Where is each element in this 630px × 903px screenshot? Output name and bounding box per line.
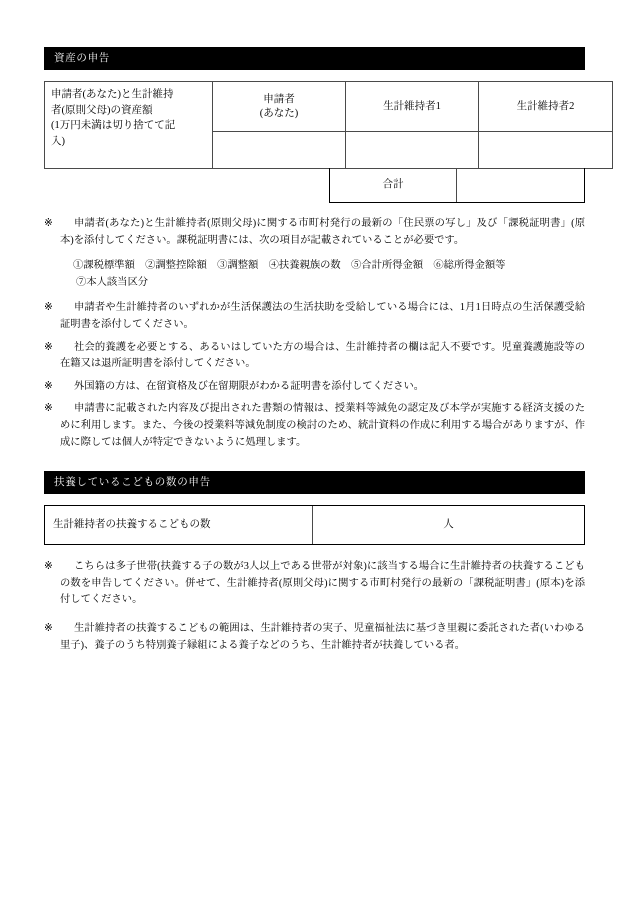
note-item <box>44 401 585 451</box>
note-marker-icon: ※ <box>44 622 53 634</box>
note-text: 申請書に記載された内容及び提出された書類の情報は、授業料等減免の認定及び本学が実施する経済支援のために利用します。また、今後の授業料等減免制度の検討のため、統計資料の作成に利用する場合がありますが、作成に際しては個人が特定できないように処理します。 <box>60 403 585 448</box>
note-marker-icon: ※ <box>44 561 53 573</box>
note-item <box>44 340 585 373</box>
note-text: こちらは多子世帯(扶養する子の数が3人以上である世帯が対象)に該当する場合に生計維持者の扶養するこどもの数を申告してください。併せて、生計維持者(原則父母)に関する市町村発行の最新の「課税証明書」(原本)を添付してください。 <box>60 561 585 606</box>
asset-row-label-line-1: 申請者(あなた)と生計維持 <box>51 89 174 100</box>
column-header-applicant-line-2: (あなた) <box>259 108 299 119</box>
children-count-unit[interactable]: 人 <box>443 519 454 531</box>
column-header-supporter-2-label: 生計維持者2 <box>516 100 575 112</box>
asset-total-label: 合計 <box>330 168 457 202</box>
asset-row-label-line-4: 入) <box>51 135 65 147</box>
note-item <box>44 300 585 333</box>
column-header-applicant <box>213 82 346 132</box>
asset-row-label-line-2: 者(原則父母)の資産額 <box>51 104 153 116</box>
table-row-header <box>45 82 613 132</box>
note-item <box>44 621 585 654</box>
section-header-children: 扶養しているこどもの数の申告 <box>44 471 585 494</box>
note-item <box>44 559 585 609</box>
column-header-supporter-1 <box>346 82 479 132</box>
asset-declaration-table-wrap <box>44 81 585 203</box>
asset-row-label-cell <box>45 82 213 169</box>
children-notes-list <box>44 559 585 654</box>
note-marker-icon: ※ <box>44 403 53 415</box>
column-header-supporter-2 <box>479 82 613 132</box>
note-marker-icon: ※ <box>44 341 53 353</box>
note-item <box>44 379 585 396</box>
tax-certificate-items-line-2: ⑦本人該当区分 <box>76 276 149 288</box>
assets-notes-list <box>44 216 585 451</box>
children-count-label: 生計維持者の扶養するこどもの数 <box>45 506 313 544</box>
section-header-assets: 資産の申告 <box>44 47 585 70</box>
note-text: 社会的養護を必要とする、あるいはしていた方の場合は、生計維持者の欄は記入不要です。児童養護施設等の在籍又は退所証明書を添付してください。 <box>60 341 585 370</box>
asset-total-value[interactable] <box>457 168 584 202</box>
asset-value-supporter-2[interactable] <box>479 132 613 169</box>
column-header-supporter-1-label: 生計維持者1 <box>383 100 441 112</box>
note-text: 申請者(あなた)と生計維持者(原則父母)に関する市町村発行の最新の「住民票の写し」及び「課税証明書」(原本)を添付してください。課税証明書には、次の項目が記載されていることが必要です。 <box>60 218 585 246</box>
note-text: 外国籍の方は、在留資格及び在留期限がわかる証明書を添付してください。 <box>74 380 425 392</box>
note-item <box>44 216 585 249</box>
asset-row-label-line-3: (1万円未満は切り捨てて記 <box>51 120 176 131</box>
asset-value-applicant[interactable] <box>213 132 346 169</box>
note-marker-icon: ※ <box>44 380 53 392</box>
tax-certificate-items-list <box>44 258 585 291</box>
note-marker-icon: ※ <box>44 302 53 314</box>
children-count-table <box>44 505 585 545</box>
asset-value-supporter-1[interactable] <box>346 132 479 169</box>
note-marker-icon: ※ <box>44 218 53 229</box>
asset-total-row <box>329 168 585 203</box>
column-header-applicant-line-1: 申請者 <box>263 93 295 105</box>
note-text: 申請者や生計維持者のいずれかが生活保護法の生活扶助を受給している場合には、1月1日時点の生活保護受給証明書を添付してください。 <box>60 302 585 330</box>
tax-certificate-items-line-1: ①課税標準額 ②調整控除額 ③調整額 ④扶養親族の数 ⑤合計所得金額 ⑥総所得金額等 <box>73 260 506 272</box>
asset-declaration-table <box>44 81 613 169</box>
note-text: 生計維持者の扶養するこどもの範囲は、生計維持者の実子、児童福祉法に基づき里親に委託された者(いわゆる里子)、養子のうち特別養子縁組による養子などのうち、生計維持者が扶養している者。 <box>60 622 585 651</box>
